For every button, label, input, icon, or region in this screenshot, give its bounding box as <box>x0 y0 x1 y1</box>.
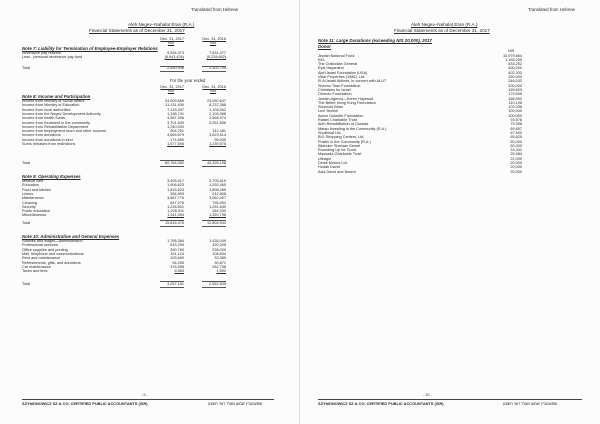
year-ended-label: For the year ended <box>170 78 206 83</box>
donation-amount: 50,000 <box>510 139 522 144</box>
donor-name: Altshuler Shaham Gemel <box>318 143 361 148</box>
donation-amount: 200,000 <box>508 83 522 88</box>
donation-amount: 22,000 <box>510 156 522 161</box>
donation-amount: 833,252 <box>508 62 522 67</box>
total-label: Total <box>22 221 31 225</box>
donation-amount: 402,333 <box>508 70 522 75</box>
footer-divider <box>22 399 274 400</box>
donor-name: El Al Israel Airlines, in concert with ALUT <box>318 79 387 84</box>
row-label: Food and kitchen <box>22 187 52 192</box>
donor-name: Christians for Israel <box>318 87 351 92</box>
divider <box>202 160 226 161</box>
col-unit-2017: NIS <box>167 41 175 46</box>
divider <box>160 166 184 167</box>
value-2017: (6,943,426) <box>164 54 184 59</box>
table-total <box>0 66 300 70</box>
value-2017: 174,895 <box>170 137 184 142</box>
value-2017: 1,226,501 <box>167 204 184 209</box>
row-label: Car maintenance <box>22 264 51 269</box>
table-total <box>0 282 300 286</box>
value-2016: 282,758 <box>212 264 226 269</box>
value-2016: 242,808 <box>212 191 226 196</box>
value-2017: 1,138,741 <box>167 111 184 116</box>
row-label: Maintenance <box>22 196 44 201</box>
donation-amount: 246,032 <box>508 79 522 84</box>
donor-name: Jewish Agency—Keren Hayesod <box>318 96 374 101</box>
unit-label: NIS <box>508 49 515 53</box>
value-2017: 1,906,623 <box>167 183 184 188</box>
divider <box>202 287 226 288</box>
total-2017: 60,764,062 <box>164 161 184 165</box>
donation-amount: 600,000 <box>508 66 522 71</box>
org-name: Aleh Negev–Nahalat Eran (R.A.) <box>411 22 478 27</box>
donor-name: Orimoto Foundation <box>318 92 352 97</box>
col-unit-2016-b: NIS <box>209 89 217 94</box>
row-label: Income from local authorities <box>22 107 71 112</box>
value-2016: 1,692 <box>216 269 226 274</box>
donor-name: Shlomo Tiran Foundation <box>318 83 361 88</box>
value-2016: 238,000 <box>212 247 226 252</box>
value-2017: 1,677,606 <box>167 142 184 146</box>
divider <box>202 71 226 72</box>
footer-firm: SZYMONOWICZ SZ & CO. CERTIFIED PUBLIC ACCOUNTANTS (ISR) <box>22 401 148 406</box>
donation-amount: 10,979,664 <box>502 53 522 58</box>
col-header-2016-b: Dec. 31, 2016 <box>202 85 226 89</box>
note7-title: Note 7: Liability for Termination of Employee-Employer Relations <box>22 45 158 51</box>
donor-name: The Better Hong Kong Foundation <box>318 100 376 105</box>
row-label: Professional services <box>22 243 58 248</box>
donation-amount: 25,584 <box>510 152 522 157</box>
page-10 <box>300 0 600 424</box>
divider <box>160 226 184 227</box>
value-2016: 8,237,388 <box>209 103 226 108</box>
divider <box>160 71 184 72</box>
donor-name: Massada Charitable Trust <box>318 152 362 157</box>
col-unit-2016: NIS <box>209 41 217 46</box>
row-label: Security <box>22 204 36 209</box>
note8-title: Note 8: Income and Participation <box>22 94 91 99</box>
value-2016: 2,109,066 <box>209 111 226 116</box>
footer-divider <box>318 399 582 400</box>
value-2017: 1,511,054 <box>167 213 184 218</box>
total-2017: 3,257,161 <box>167 282 184 286</box>
divider <box>202 166 226 167</box>
value-2016: 30,871 <box>214 260 226 265</box>
donor-name: Villar Properties (1986), Ltd. <box>318 75 366 79</box>
col-header-2017-b: Dec. 31, 2017 <box>160 85 184 89</box>
value-2016: 33,380 <box>214 256 226 261</box>
page-number: - 9 - <box>141 393 148 397</box>
row-label: Income from employment room and other sources <box>22 129 106 134</box>
row-label: Income from treatment in the community <box>22 120 90 125</box>
donor-name: Positiv in the Community (R.A.) <box>318 139 371 144</box>
footer-hebrew: שמעונוביץ שמעו ושות' רואי חשבון <box>503 401 558 406</box>
statement-title: Financial Statements as of December 31, 2017 <box>89 27 185 33</box>
table-row <box>0 55 300 59</box>
donor-name: Ultragin <box>318 156 332 161</box>
total-2016: 2,302,795 <box>209 66 226 70</box>
value-2017: 376,558 <box>170 264 184 269</box>
donation-amount: 67,500 <box>510 130 522 135</box>
row-label: Severance pay reserve <box>22 50 62 55</box>
donation-amount: 250,000 <box>508 75 522 79</box>
value-2017: 4,567,396 <box>167 116 184 121</box>
value-2016: 420,305 <box>212 243 226 248</box>
value-2017: 7,133,347 <box>167 107 184 112</box>
donation-amount: 69,657 <box>510 126 522 131</box>
donor-name: Eyal Hayardeni <box>318 66 344 71</box>
row-label: Public education <box>22 209 50 214</box>
donor-name: Levi Yechiel <box>318 109 339 114</box>
value-2017: 1,208,911 <box>167 209 184 214</box>
value-2016: 3,623,614 <box>209 133 226 138</box>
divider <box>160 281 184 282</box>
value-2016: 2,251,896 <box>209 120 226 125</box>
value-2016: 7,531,477 <box>209 50 226 55</box>
divider <box>202 226 226 227</box>
row-label: Refreshments, gifts, and donations <box>22 260 81 265</box>
org-name: Aleh Negev–Nahalat Eran (R.A.) <box>128 22 195 27</box>
divider <box>160 220 184 221</box>
donor-name: Aleh Rehabilitation of Canada <box>318 122 369 127</box>
value-2016: 2,568,974 <box>209 116 226 121</box>
donor-name: Matan Investing in the Community (R.A.) <box>318 126 387 131</box>
total-2017: 2,590,946 <box>167 66 184 70</box>
value-2016: 284,330 <box>212 209 226 214</box>
row-label: Salaries and wages—administration <box>22 239 83 243</box>
donor-name: Delek Motors Ltd. <box>318 161 348 165</box>
total-2016: 12,804,544 <box>206 221 226 225</box>
total-2016: 44,326,198 <box>206 161 226 165</box>
table-row <box>0 142 300 146</box>
value-2017: 4,665,679 <box>167 133 184 138</box>
total-label: Total <box>22 66 31 70</box>
table-row <box>0 213 300 217</box>
donation-amount: 79,398 <box>510 122 522 127</box>
value-2017: 847,276 <box>170 200 184 205</box>
value-2017: 515,295 <box>170 243 184 248</box>
value-2017: 6,583 <box>174 269 184 274</box>
donation-amount: 50,000 <box>510 143 522 148</box>
total-2016: 2,552,509 <box>209 282 226 286</box>
donor-name: The Custodian General <box>318 62 358 67</box>
total-label: Total <box>22 282 31 286</box>
donation-amount: 20,000 <box>510 169 522 174</box>
divider <box>202 220 226 221</box>
donor-name: Stemrobi Brian <box>318 105 344 110</box>
page-number: - 10 - <box>423 393 432 397</box>
donor-name: Shufersal Ltd. <box>318 130 342 135</box>
donation-amount: 110,196 <box>508 100 522 105</box>
donor-header: Donor <box>318 44 331 49</box>
donation-amount: 93,576 <box>510 118 522 122</box>
donation-amount: 65,625 <box>510 135 522 140</box>
value-2016: 1,435,049 <box>209 239 226 243</box>
donor-name: Aleh Israel Foundation (USA) <box>318 70 368 75</box>
row-label: Education <box>22 183 39 188</box>
row-label: Income from Ministry of Education <box>22 103 80 108</box>
total-2017: 15,816,476 <box>164 221 184 225</box>
value-2016: 23,050,647 <box>206 99 226 103</box>
row-label: Office supplies and printing <box>22 247 68 252</box>
value-2016: 95,000 <box>214 137 226 142</box>
value-2017: 3,701,539 <box>167 120 184 125</box>
row-label: Rent and maintenance <box>22 256 61 261</box>
value-2016: 2,705,819 <box>209 179 226 183</box>
col-header-2016: Dec. 31, 2016 <box>202 37 226 41</box>
list-item <box>300 170 600 174</box>
donor-name: Rounding Up for Good <box>318 148 356 153</box>
row-label: Income from Rehabilitation Department <box>22 124 89 129</box>
value-2017: 3,405,417 <box>167 179 184 183</box>
value-2017: 390,765 <box>170 247 184 252</box>
total-label: Total <box>22 161 31 165</box>
value-2017: 3,667,776 <box>167 196 184 201</box>
value-2017: 1,816,823 <box>167 187 184 192</box>
row-label: Medical care <box>22 179 44 183</box>
row-label: Miscellaneous <box>22 213 47 218</box>
donation-amount: 158,992 <box>508 96 522 101</box>
donor-name: Asia David and Naomi <box>318 169 356 174</box>
row-label: Cleaning <box>22 200 37 205</box>
donor-name: Rafael Charitable Trust <box>318 118 357 122</box>
value-2017: 1,240,000 <box>167 124 184 129</box>
donation-amount: 20,000 <box>510 161 522 165</box>
donation-amount: 103,336 <box>508 105 522 110</box>
value-2016: 1,320,796 <box>209 213 226 218</box>
row-label: Income from donations <box>22 133 61 138</box>
donation-amount: 199,603 <box>508 87 522 92</box>
divider <box>160 287 184 288</box>
value-2017: 151,124 <box>170 251 184 256</box>
value-2016: 108,834 <box>212 251 226 256</box>
donation-amount: 20,000 <box>510 165 522 170</box>
donor-name: Jewish National Fund <box>318 53 355 58</box>
divider <box>160 66 184 67</box>
row-label: Income from Ministry of Social Affairs <box>22 99 85 103</box>
divider <box>202 281 226 282</box>
value-2016: 1,251,649 <box>209 204 226 209</box>
value-2017: 304,251 <box>170 129 184 134</box>
value-2017: 284,893 <box>170 191 184 196</box>
donation-amount: 100,000 <box>508 109 522 114</box>
donor-name: Aaron Gutwirth Foundation <box>318 113 364 118</box>
value-2017: 103,669 <box>170 256 184 261</box>
donation-amount: 100,000 <box>508 113 522 118</box>
statement-title: Financial Statements as of December 31, 2017 <box>394 27 490 33</box>
row-label: Income from the Negev Development Authority <box>22 111 101 116</box>
donor-name: KKL <box>318 57 326 62</box>
value-2016: 1,292,465 <box>209 183 226 188</box>
translated-note: Translated from Hebrew <box>191 7 238 12</box>
donation-amount: 1,165,205 <box>505 57 522 62</box>
value-2017: 9,534,373 <box>167 50 184 55</box>
donation-amount: 175,506 <box>508 92 522 97</box>
table-total <box>0 161 300 165</box>
row-label: Linens <box>22 191 34 196</box>
value-2016: 1,239,575 <box>209 142 226 146</box>
note9-title: Note 9: Operating Expenses <box>22 174 81 179</box>
value-2017: 24,909,669 <box>164 99 184 103</box>
row-label: Less - personal severance pay fund <box>22 54 83 59</box>
donor-name: BIG Shopping Centers, Ltd. <box>318 135 365 140</box>
value-2017: 54,255 <box>172 260 184 265</box>
row-label: Mail, telephone and communications <box>22 251 84 256</box>
value-2016: 795,991 <box>212 200 226 205</box>
value-2016: 1,808,289 <box>209 187 226 192</box>
footer-firm: SZYMONOWICZ SZ & CO. CERTIFIED PUBLIC ACCOUNTANTS (ISR) <box>318 401 444 406</box>
donor-name: Hudak David <box>318 165 340 170</box>
value-2016: 3,062,407 <box>209 196 226 201</box>
divider <box>202 66 226 67</box>
note11-title: Note 11: Large Donations (exceeding NIS 20,000), 2017 <box>318 38 432 43</box>
row-label: Income from health funds <box>22 116 65 121</box>
note10-title: Note 10: Administrative and General Expenses <box>22 234 120 239</box>
value-2017: 11,131,930 <box>165 103 184 108</box>
translated-note: Translated from Hebrew <box>528 7 575 12</box>
row-label: Income from donations in kind <box>22 137 73 142</box>
value-2016: 142,481 <box>212 129 226 134</box>
row-label: Sums released from restrictions <box>22 142 76 146</box>
row-label: Taxes and fees <box>22 269 48 274</box>
divider <box>160 160 184 161</box>
table-total <box>0 221 300 225</box>
footer-hebrew: שמעונוביץ שמעו ושות' רואי חשבון <box>208 401 263 406</box>
value-2017: 1,795,384 <box>167 239 184 243</box>
col-header-2017: Dec. 31, 2017 <box>160 37 184 41</box>
value-2016: 1,104,562 <box>209 107 226 112</box>
value-2016: (5,228,682) <box>206 54 226 59</box>
col-unit-2017-b: NIS <box>167 89 175 94</box>
donation-amount: 33,431 <box>510 148 522 153</box>
table-row <box>0 269 300 273</box>
